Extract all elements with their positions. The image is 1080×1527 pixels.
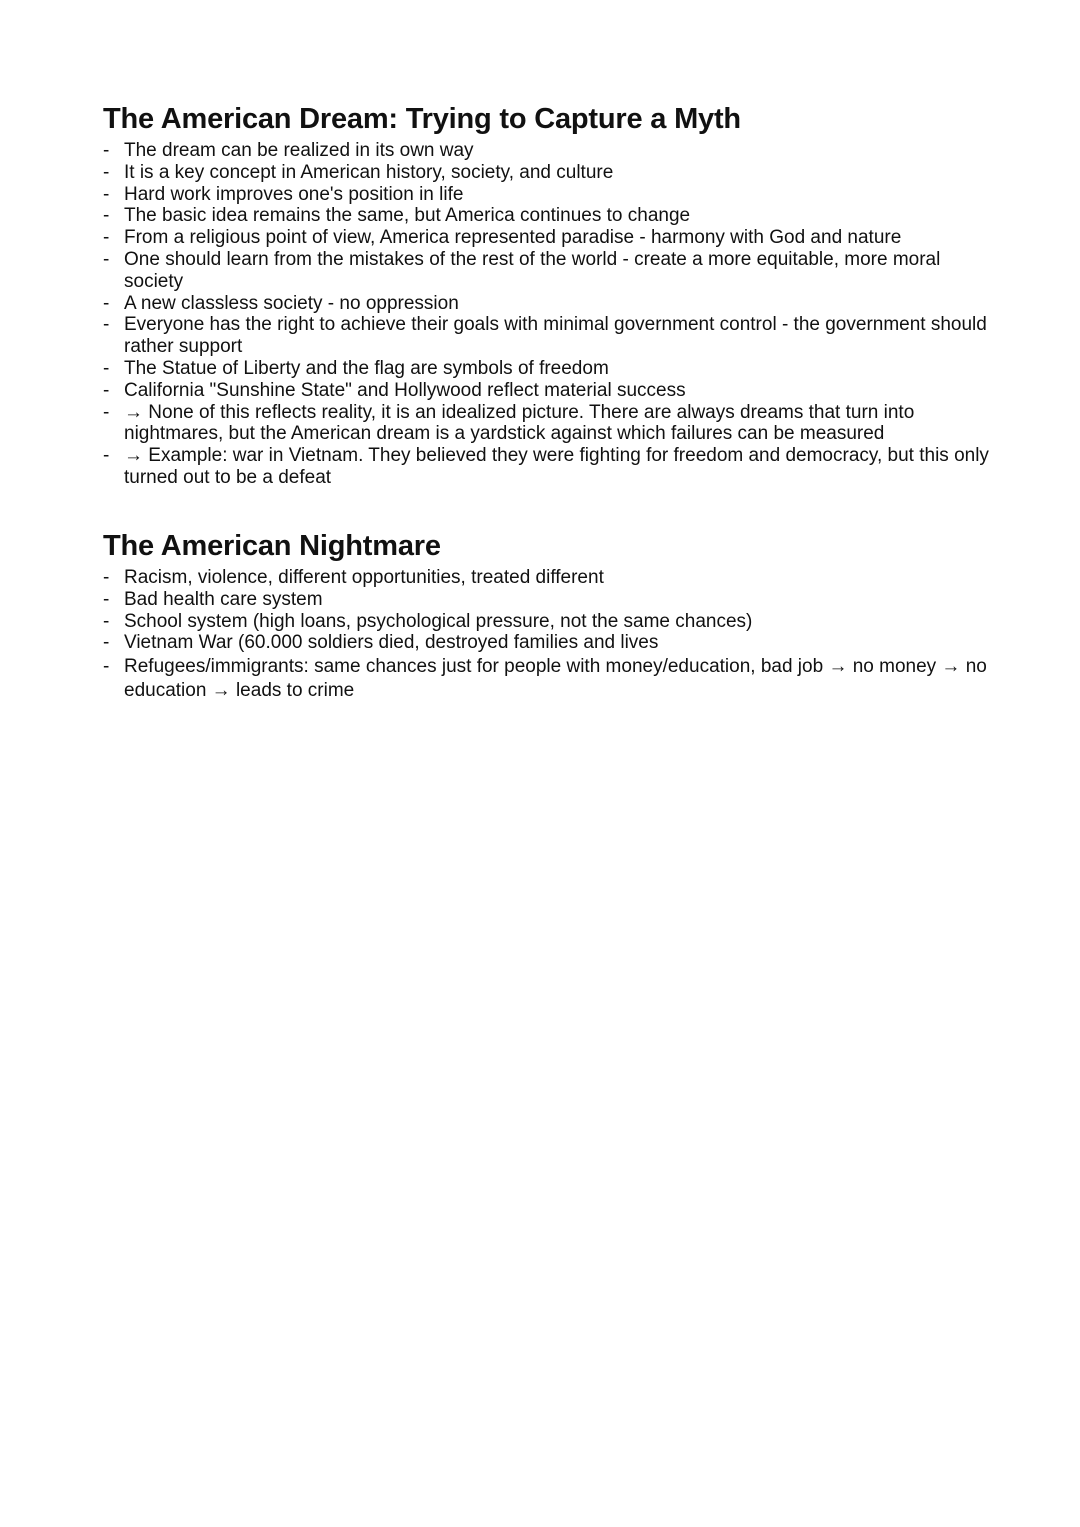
list-item [103, 611, 1003, 633]
list-item [103, 655, 1003, 703]
bullet-dash: - [103, 567, 110, 588]
list-item-text: From a religious point of view, America represented paradise - harmony with God and nature [124, 227, 902, 249]
list-item-text: It is a key concept in American history, society, and culture [124, 161, 614, 183]
bullet-dash: - [103, 588, 110, 610]
bullet-dash: - [103, 357, 110, 379]
list-item-text: One should learn from the mistakes of the rest of the world - create a more equitable, more moral society [124, 248, 941, 292]
american-dream-list [103, 140, 1003, 489]
list-item-text: Vietnam War (60.000 soldiers died, destroyed families and lives [124, 632, 659, 654]
bullet-dash: - [103, 248, 110, 270]
bullet-dash: - [103, 656, 110, 678]
list-item [103, 445, 1003, 489]
list-item-text: The Statue of Liberty and the flag are symbols of freedom [124, 357, 609, 379]
american-nightmare-list [103, 567, 1003, 703]
list-item-text: Refugees/immigrants: same chances just for people with money/education, bad job → no money → no education → leads to crime [124, 656, 987, 702]
list-item [103, 314, 1003, 358]
list-item [103, 205, 1003, 227]
list-item-text: Hard work improves one's position in life [124, 183, 464, 205]
list-item [103, 140, 1003, 162]
list-item [103, 567, 1003, 589]
bullet-dash: - [103, 632, 110, 654]
bullet-dash: - [103, 379, 110, 401]
list-item-text: The basic idea remains the same, but America continues to change [124, 205, 691, 227]
list-item [103, 227, 1003, 249]
list-item [103, 184, 1003, 206]
list-item [103, 293, 1003, 315]
list-item [103, 380, 1003, 402]
list-item [103, 249, 1003, 293]
bullet-dash: - [103, 183, 110, 205]
list-item-text: → None of this reflects reality, it is an idealized picture. There are always dreams that turn into nightmares, but the American dream is a yardstick against which failures can be measured [124, 401, 915, 445]
american-dream-heading: The American Dream: Trying to Capture a Myth [103, 103, 741, 135]
list-item-text: Racism, violence, different opportunities, treated different [124, 567, 604, 588]
american-nightmare-section [103, 528, 1003, 703]
list-item-text: Bad health care system [124, 588, 323, 610]
bullet-dash: - [103, 205, 110, 227]
list-item [103, 358, 1003, 380]
list-item-text: → Example: war in Vietnam. They believed they were fighting for freedom and democracy, but this only turned out to be a defeat [124, 445, 989, 488]
bullet-dash: - [103, 314, 110, 336]
american-dream-section [103, 101, 1003, 489]
bullet-dash: - [103, 445, 110, 467]
bullet-dash: - [103, 227, 110, 249]
bullet-dash: - [103, 161, 110, 183]
list-item-text: The dream can be realized in its own way [124, 140, 474, 161]
list-item-text: A new classless society - no oppression [124, 292, 459, 314]
list-item [103, 589, 1003, 611]
list-item-text: California "Sunshine State" and Hollywood reflect material success [124, 379, 686, 401]
list-item-text: Everyone has the right to achieve their goals with minimal government control - the government should rather support [124, 314, 987, 358]
list-item [103, 162, 1003, 184]
bullet-dash: - [103, 401, 110, 423]
list-item-text: School system (high loans, psychological pressure, not the same chances) [124, 610, 753, 632]
bullet-dash: - [103, 140, 110, 161]
list-item [103, 402, 1003, 446]
bullet-dash: - [103, 292, 110, 314]
bullet-dash: - [103, 610, 110, 632]
list-item [103, 632, 1003, 654]
american-nightmare-heading: The American Nightmare [103, 530, 441, 562]
